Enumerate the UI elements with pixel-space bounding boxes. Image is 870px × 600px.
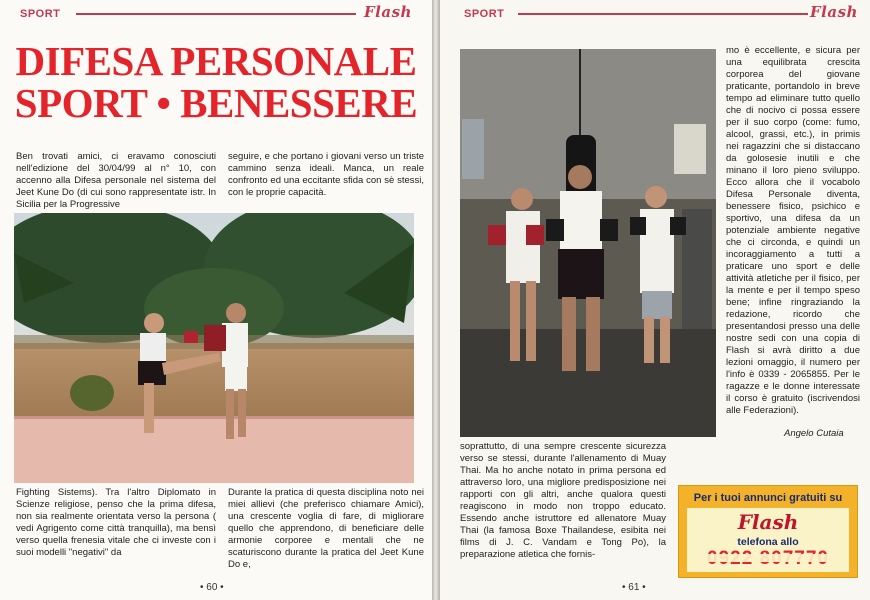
header-rule — [76, 13, 356, 15]
photo-outdoor-kick — [14, 213, 414, 483]
section-label: SPORT — [20, 8, 61, 20]
section-header — [14, 5, 424, 23]
ad-inner-panel — [687, 508, 849, 572]
section-header — [458, 5, 864, 23]
page-number: • 61 • — [622, 582, 646, 593]
title-line-2: SPORT • BENESSERE — [14, 80, 418, 126]
article-title — [8, 40, 424, 124]
brand-logo: Flash — [810, 3, 858, 21]
title-line-1: DIFESA PERSONALE — [15, 38, 417, 84]
ad-phone-number — [687, 548, 849, 570]
intro-column-1: Ben trovati amici, ci eravamo conosciuti nell'edizione del 30/04/99 al n° 10, con accenno alla Difesa personale nel sistema del Jeet Kune Do (di cui sono rappresentate istr. In Sicilia per la Progressive — [16, 151, 216, 210]
body-column-2: Durante la pratica di questa disciplina noto nei miei allievi (che preferisco chiamare Amici), una crescente voglia di fare, di migliorare quello che apprendono, di beneficiare delle armonie corporee e mentali che ne scaturiscono durante la pratica del Jeet Kune Do e, — [228, 487, 424, 570]
photo-outdoor-kick-image — [14, 213, 414, 483]
page-number: • 60 • — [200, 582, 224, 593]
photo-gym-group-image — [460, 49, 716, 437]
page-gutter — [432, 0, 440, 600]
right-column-top: mo è eccellente, e sicura per una equilibrata crescita corporea del giovane praticante, portandolo in breve tempo ad eliminare tutto quello che di nocivo ci possa essere per il suo corpo (come: fumo, alcool, grassi, etc.), in primis nei ragazzini che si distaccano da golosesie inutili e che minano il loro pieno sviluppo. Ecco allora che il vocabolo Difesa Personale diventa, benessere fisico, psichico e sportivo, una difesa da un potenziale ambiente negative che ci circonda, e quindi un incoraggiamento a tutti a praticare uno sport e delle attività atletiche per il fisico, per la mente e per il tempo speso bene; infine ringraziando la redazione, ricordo che presentandosi presso una delle nostre sedi con una copia di Flash si avrà diritto a due lezioni omaggio, il numero per l'info è 0339 - 2065855. Per le ragazze e le donne interessate il corso è gratuito (iscrivendosi alle Federazioni). — [726, 45, 860, 416]
left-page — [0, 0, 432, 600]
author-signature: Angelo Cutaia — [784, 428, 844, 439]
section-label: SPORT — [464, 8, 505, 20]
ad-brand-logo: Flash — [737, 510, 799, 534]
brand-logo: Flash — [364, 3, 412, 21]
header-rule — [518, 13, 808, 15]
classified-ad-box — [678, 485, 858, 578]
ad-headline: Per i tuoi annunci gratuiti su — [693, 492, 843, 504]
right-page — [440, 0, 870, 600]
ad-phone-label: telefona allo — [737, 536, 799, 548]
intro-column-2: seguire, e che portano i giovani verso un triste cammino senza ideali. Manca, un reale confronto ed una eccitante sfida con sè stessi, con le proprie capacità. — [228, 151, 424, 198]
ad-phone-overlay — [687, 554, 849, 562]
left-column-bottom: soprattutto, di una sempre crescente sicurezza verso se stessi, durante l'allenamento di Muay Thai. Ma ho anche notato in prima persona ed attraverso loro, una migliore predisposizione nei rapporti con gli altri, anche qualora questi reagiscono in modo non troppo educato. Essendo anche istruttore ed allenatore Muay Thai (la famosa Boxe Thailandese, esibita nei films di J. C. Vandam e Tong Po), la preparazione atletica che fornis- — [460, 441, 666, 560]
photo-gym-group — [460, 49, 716, 437]
body-column-1: Fighting Sistems). Tra l'altro Diplomato in Scienze religiose, penso che la prima difesa, non sia realmente orientata verso la persona ( vedi Agrigento come città tranquilla), ma bensì verso quella frenesia vitale che ci investe con i suoi modelli "negativi" da — [16, 487, 216, 558]
